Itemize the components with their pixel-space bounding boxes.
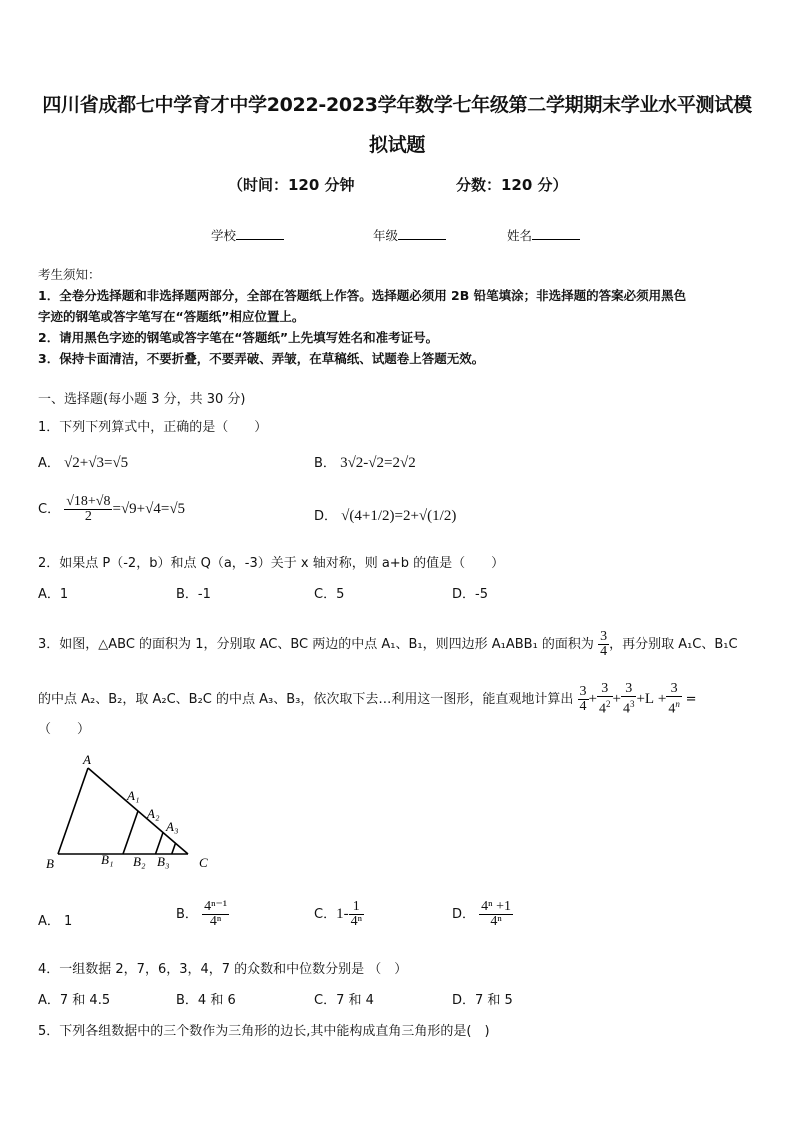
question-5-stem: 5．下列各组数据中的三个数作为三角形的边长,其中能构成直角三角形的是( ) [38,1024,490,1039]
series-expression: $\frac{3}{4}$ + $\frac{3}{4^2}$ + $\frac{3}{4^3}$ +L + $\frac{3}{4^n}$ [579,681,680,717]
fraction: $\frac{\text{4ⁿ⁻¹}}{\text{4ⁿ}}$ [204,899,228,929]
document-title-line2: 拟试题 [368,134,426,156]
notice-item: 3．保持卡面清洁，不要折叠，不要弄破、弄皱，在草稿纸、试题卷上答题无效。 [38,351,485,366]
exam-score: 分数：120 分） [456,176,568,194]
label-a: A [83,752,91,767]
segment-a1b1 [123,811,138,854]
segment-a2b2 [156,833,164,855]
option-text: 3√2-√2=2√2 [340,455,416,471]
grade-label: 年级 [373,228,399,243]
option-label: A． [38,456,60,471]
document-title-line1: 四川省成都七中学育才中学2022-2023学年数学七年级第二学期期末学业水平测试模 [42,94,752,116]
q1-option-a[interactable] [38,452,128,472]
school-label: 学校 [211,228,237,243]
notice-item: 1．全卷分选择题和非选择题两部分，全部在答题纸上作答。选择题必须用 2B 铅笔填涂；非选择题的答案必须用黑色 [38,288,687,303]
edge-ab [58,768,88,854]
q2-option-d[interactable]: D．-5 [452,587,488,602]
question-2-stem: 2．如果点 P（-2，b）和点 Q（a，-3）关于 x 轴对称，则 a+b 的值是（ ） [38,556,505,571]
fraction: $\frac{1}{\text{4ⁿ}}$ [350,899,362,929]
q1-option-c[interactable] [38,495,185,524]
question-3-stem-line1: 3．如图，△ABC 的面积为 1，分别取 AC、BC 两边的中点 A₁、B₁，则四边形 A₁ABB₁ 的面积为 $\frac{3}{4}$ ，再分别取 A₁C、B₁C [38,629,738,659]
triangle-figure [40,748,220,878]
name-field[interactable] [507,226,580,244]
option-text: √(4+1/2)=2+√(1/2) [341,508,457,524]
option-label: D． [314,509,338,524]
q3-option-b[interactable]: B． $\frac{\text{4ⁿ⁻¹}}{\text{4ⁿ}}$ [176,899,228,929]
label-a1: A₁ [127,788,140,803]
grade-field[interactable] [373,226,446,244]
exam-time: （时间：120 分钟 [228,176,355,194]
q3-option-d[interactable]: D． $\frac{\text{4ⁿ +1}}{\text{4ⁿ}}$ [452,899,511,929]
question-4-stem: 4．一组数据 2，7，6，3，4，7 的众数和中位数分别是 （ ） [38,962,408,977]
q4-option-c[interactable]: C．7 和 4 [314,993,374,1008]
q1-option-d[interactable] [314,505,456,525]
school-field[interactable] [211,226,284,244]
segment-a3b3 [172,843,176,854]
notice-heading: 考生须知： [38,267,101,282]
notice-item: 2．请用黑色字迹的钢笔或答字笔在“答题纸”上先填写姓名和准考证号。 [38,330,439,345]
fraction: $\frac{√18+√8}{2}$ [66,494,111,524]
q4-option-b[interactable]: B．4 和 6 [176,993,236,1008]
fraction: $\frac{\text{4ⁿ +1}}{\text{4ⁿ}}$ [481,899,511,929]
q3-option-a[interactable]: A． 1 [38,914,73,929]
label-b: B [46,856,54,871]
name-label: 姓名 [507,228,533,243]
question-1-stem: 1．下列下列算式中，正确的是（ ） [38,420,268,435]
question-3-stem-line3: （ ） [38,722,91,737]
q2-option-b[interactable]: B．-1 [176,587,211,602]
section-heading: 一、选择题(每小题 3 分，共 30 分) [38,392,246,407]
label-b1: B₁ [101,852,114,867]
notice-item: 字迹的钢笔或答字笔写在“答题纸”相应位置上。 [38,309,305,324]
option-text: √2+√3=√5 [64,455,129,471]
option-text: =√9+√4=√5 [112,501,186,517]
label-b2: B₂ [133,854,146,869]
label-a3: A₃ [166,819,179,834]
fraction: $\frac{3}{4}$ [600,629,608,659]
question-3-stem-line2: 的中点 A₂、B₂，取 A₂C、B₂C 的中点 A₃、B₃，依次取下去…利用这一图形，能直观地计算出 $\frac{3}{4}$ + $\frac{3}{4^2}$ + $\frac{3}{4^3}$ +L + $\frac{3}{4^n}$ = [38,681,697,717]
option-label: B． [314,456,336,471]
q2-option-c[interactable]: C．5 [314,587,345,602]
label-a2: A₂ [147,806,160,821]
option-label: C． [38,502,61,517]
q4-option-d[interactable]: D．7 和 5 [452,993,513,1008]
label-b3: B₃ [157,854,170,869]
q2-option-a[interactable]: A．1 [38,587,69,602]
q3-option-c[interactable]: C．1- $\frac{1}{\text{4ⁿ}}$ [314,899,362,929]
q4-option-a[interactable]: A．7 和 4.5 [38,993,111,1008]
label-c: C [199,855,208,870]
q1-option-b[interactable] [314,452,416,472]
